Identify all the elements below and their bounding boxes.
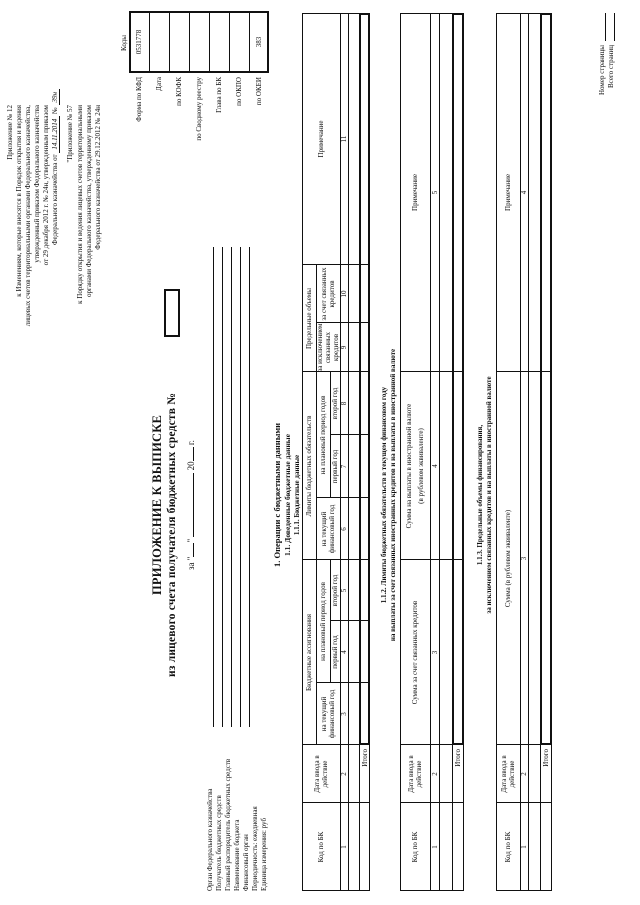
code-label-okei: по ОКЕИ [255, 77, 263, 106]
code-label-kfd: Форма по КФД [135, 77, 143, 122]
t3-col-date: Дата ввода в действие [500, 755, 516, 793]
t1-grp-ba: Бюджетные ассигнования [305, 614, 313, 691]
code-label-registry: по Сводному реестру [195, 77, 203, 141]
t1-num: 2 [340, 772, 348, 776]
header-note-line4: утвержденный приказом Федерального казначейства [33, 105, 41, 263]
t1-num: 4 [340, 650, 348, 654]
t1-num: 9 [340, 345, 348, 350]
t3-col-kod: Код по БК [504, 831, 512, 863]
t1-num: 6 [340, 527, 348, 531]
t2-num: 3 [430, 650, 439, 655]
section112-title1: 1.1.2. Лимиты бюджетных обязательств в текущем финансовом году [380, 386, 388, 604]
field-input-main-manager[interactable] [231, 247, 232, 727]
section113-title2: за исключением связанных кредитов и на выплаты в иностранной валюте [485, 376, 493, 614]
code-label-glava: Глава по БК [215, 77, 223, 113]
header-note-line1: Приложение № 12 [6, 105, 14, 160]
t2-num: 4 [430, 464, 439, 468]
t2-total: Итого [454, 749, 462, 767]
t1-ba-current: на текущий финансовый год [320, 689, 336, 739]
t1-num: 10 [340, 290, 348, 298]
t2-num: 5 [430, 190, 439, 195]
t2-num: 1 [430, 845, 439, 849]
field-label-budget: Наименование бюджета [233, 819, 241, 891]
header-note-line3: лицевых счетов территориальными органами Федерального казначейства, [24, 105, 32, 327]
section111-title: 1.1.1. Бюджетные данные [293, 454, 301, 536]
form-subtitle: из лицевого счета получателя бюджетных средств № [166, 392, 178, 678]
header-note-line6: Федерального казначейства от 14.11.2014 № 39н [51, 89, 59, 245]
header-note-line5: от 29 декабря 2012 г. № 24н, утвержденным приказом [42, 105, 50, 266]
section112-title2: на выплаты за счет связанных иностранных кредитов и на выплаты в иностранной валюте [389, 348, 397, 642]
field-input-recipient[interactable] [222, 247, 223, 727]
t1-num: 7 [340, 464, 348, 469]
t1-po-excl: за исключением связанных кредитов [316, 323, 340, 372]
field-label-main-manager: Главный распорядитель бюджетных средств [224, 758, 232, 891]
t1-col-date: Дата ввода в действие [313, 755, 329, 793]
t2-total-row [452, 13, 464, 745]
t1-total-row [359, 13, 370, 745]
t1-num: 5 [340, 588, 348, 593]
t1-grp-lbo: Лимиты бюджетных обязательств [305, 415, 313, 517]
field-label-periodicity: Периодичность: ежедневная [251, 806, 259, 891]
t1-num: 8 [340, 401, 348, 406]
code-label-date: Дата [155, 77, 163, 91]
appendix-note-line4: Федерального казначейства от 29.12.2012 № 24н [94, 105, 102, 250]
account-number-box[interactable] [164, 289, 180, 337]
date-day-blank[interactable] [193, 543, 194, 557]
t3-num: 4 [520, 190, 528, 195]
t3-total-row [540, 13, 552, 745]
t1-lbo-second-year: второй год [331, 387, 339, 420]
appendix-note-line2: к Порядку открытия и ведения лицевых счетов территориальными [76, 105, 84, 304]
field-input-budget[interactable] [240, 247, 241, 727]
t3-num: 1 [520, 845, 528, 849]
date-line: за "" 20 г. [186, 440, 196, 570]
appendix-note-line1: "Приложение № 57 [66, 105, 74, 163]
date-month-blank[interactable] [193, 473, 194, 537]
t1-lbo-plan: на плановый период годов [319, 395, 327, 475]
t3-col-sum: Сумма (в рублевом эквиваленте) [504, 509, 512, 608]
t1-num: 1 [340, 845, 348, 849]
field-label-ofk: Орган Федерального казначейства [206, 788, 214, 891]
header-note-line2: к Изменениям, которые вносятся в Порядок открытия и ведения [15, 105, 23, 297]
t1-lbo-first-year: первый год [331, 449, 339, 484]
code-label-okpo: по ОКПО [235, 77, 243, 106]
codes-header: Коды [120, 35, 128, 51]
code-value-kfd: 0531778 [135, 29, 143, 55]
section1-title: 1. Операции с бюджетными данными [272, 422, 282, 568]
code-label-kofk: по КОФК [175, 77, 183, 106]
t1-lbo-current: на текущий финансовый год [320, 504, 336, 554]
appendix-note-line3: органами Федерального казначейства, утвержденному приказом [85, 105, 93, 298]
header-note-date: 14.11.2014 [51, 116, 60, 153]
t1-total: Итого [361, 749, 369, 767]
total-pages-label: Всего страниц [607, 45, 615, 89]
t2-col-sum2: Сумма на выплаты в иностранной валюте [405, 403, 413, 529]
t3-num: 2 [520, 772, 528, 776]
t1-po-linked: за счет связанных кредитов [320, 267, 336, 321]
page-number-field[interactable] [605, 13, 606, 41]
section11-title: 1.1. Доведенные бюджетные данные [283, 434, 292, 556]
t2-col-note: Примечание [411, 174, 419, 211]
section113-title1: 1.1.3. Предельные объемы финансирования, [476, 424, 484, 566]
codes-box [129, 11, 269, 73]
header-note-number: 39н [51, 89, 60, 105]
field-label-recipient: Получатель бюджетных средств [215, 795, 223, 891]
field-input-ofk[interactable] [213, 247, 214, 727]
t1-ba-second-year: второй год [331, 574, 339, 607]
t2-num: 2 [430, 772, 439, 776]
t3-total: Итого [542, 749, 550, 767]
t1-ba-first-year: первый год [331, 635, 339, 669]
field-label-unit: Единица измерения: руб [260, 817, 268, 891]
t1-col-note: Примечание [317, 120, 325, 158]
t1-ba-plan: на плановый период годов [319, 582, 327, 661]
t2-col-date: Дата ввода в действие [407, 755, 423, 793]
field-label-fin-organ: Финансовый орган [242, 834, 250, 891]
t1-grp-po: Предельные объемы [305, 288, 313, 349]
total-pages-field[interactable] [614, 13, 615, 41]
t2-col-sum1: Сумма за счет связанных кредитов [411, 600, 419, 705]
t2-col-kod: Код по БК [411, 831, 419, 863]
t3-num: 3 [520, 556, 528, 561]
field-input-fin-organ[interactable] [249, 247, 250, 727]
page-number-label: Номер страницы [598, 45, 606, 96]
code-value-okei: 383 [255, 36, 263, 48]
t1-num: 3 [340, 712, 348, 716]
form-title: ПРИЛОЖЕНИЕ К ВЫПИСКЕ [150, 414, 164, 596]
t3-col-note: Примечание [504, 174, 512, 211]
t2-col-sum2-sub: (в рублевом эквиваленте) [417, 428, 425, 504]
date-year-blank[interactable] [193, 447, 194, 461]
t1-num: 11 [340, 135, 348, 143]
t1-col-kod: Код по БК [317, 831, 325, 863]
